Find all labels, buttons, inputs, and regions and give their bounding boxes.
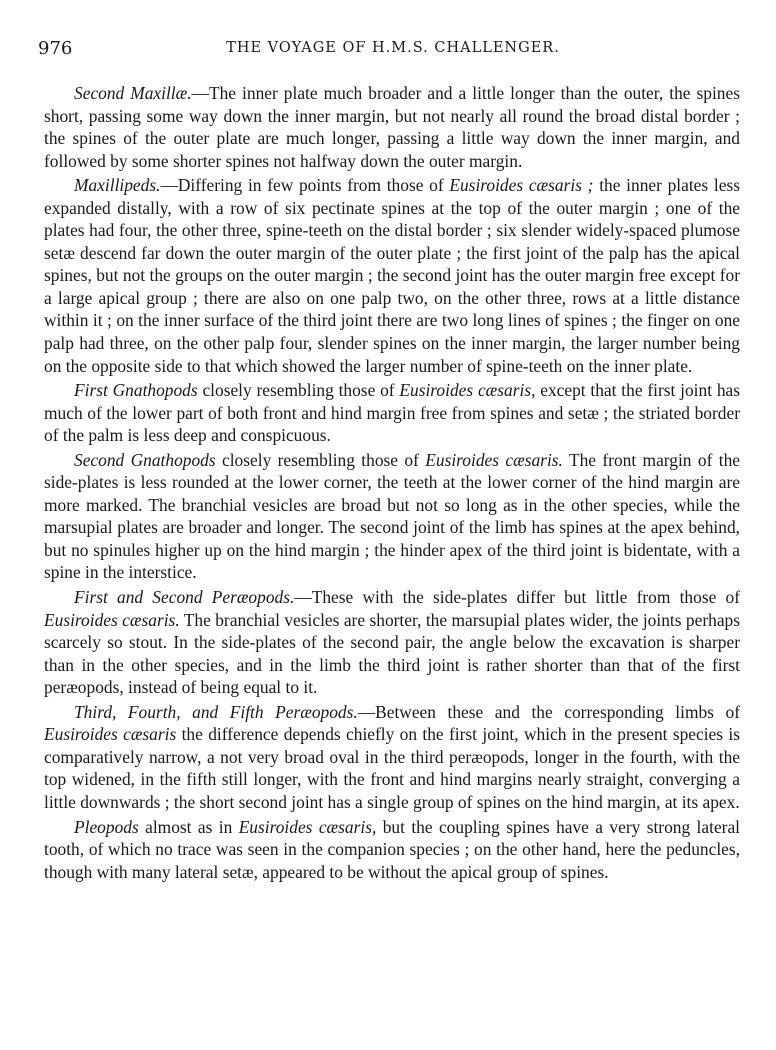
running-title: THE VOYAGE OF H.M.S. CHALLENGER. — [226, 40, 560, 56]
paragraph-text: The front margin of the side-plates is less rounded at the lower corner, the teeth at the lower corner of the hind margin are more marked. The branchial vesicles are broad but not so long as in the other species, while the marsupial plates are broader and longer. The second joint of the limb has spines at the apex behind, but no spinules higher up on the hind margin ; the hinder apex of the third joint is bidentate, with a spine in the interstice. — [44, 449, 740, 583]
paragraph-text: the difference depends chiefly on the first joint, which in the present species is comparatively narrow, a not very broad oval in the third peræopods, longer in the fourth, with the top widened, in the fifth still longer, with the front and hind margins nearly straight, converging a little downwards ; the short second joint has a single group of spines on the hind margin, at its apex. — [44, 724, 740, 812]
species-name: Eusiroides cæsaris. — [425, 449, 563, 470]
species-name: Eusiroides cæsaris, — [238, 816, 377, 837]
paragraph-heading: Third, Fourth, and Fifth Peræopods. — [74, 701, 358, 722]
paragraph-text: except that the first joint has much of the lower part of both front and hind margin free from spines and setæ ; the striated border of the palm is less deep and conspicuous. — [44, 380, 741, 446]
paragraph-heading: First Gnathopods — [74, 380, 198, 401]
paragraph-heading: Pleopods — [74, 816, 139, 837]
species-name: Eusiroides cæsaris ; — [449, 175, 594, 196]
paragraph-text: almost as in — [138, 816, 239, 837]
paragraph-text: —The inner plate much broader and a little longer than the outer, the spines short, passing some way down the inner margin, but not nearly all round the broad distal border ; the spines of the outer plate are much longer, passing a little way down the inner margin, and followed by some shorter spines not halfway down the outer margin. — [44, 83, 740, 171]
species-name: Eusiroides cæsaris. — [44, 609, 180, 630]
paragraph-text: —Between these and the corresponding limbs of — [357, 701, 740, 722]
paragraph-heading: First and Second Peræopods. — [74, 587, 295, 608]
paragraph — [44, 816, 740, 884]
species-name: Eusiroides cæsaris, — [399, 380, 536, 401]
paragraph-heading: Maxillipeds. — [74, 175, 161, 196]
paragraph-text: the inner plates less expanded distally, with a row of six pectinate spines at the top of the outer margin ; one of the plates had four, the other three, spine-teeth on the distal border ; six slender widely-spaced plumose setæ descend far down the outer margin of the outer plate ; the first joint of the palp has the apical spines, but not the groups on the outer margin ; the second joint has the outer margin free except for a large apical group ; there are also on one palp two, on the other three, rows at a little distance within it ; on the inner surface of the third joint there are two long lines of spines ; the finger on one palp had three, on the other palp four, slender spines on the inner margin, the larger number being on the opposite side to that which showed the larger number of spine-teeth on the inner plate. — [44, 175, 740, 376]
page-number: 976 — [38, 38, 73, 59]
paragraph — [44, 82, 740, 172]
paragraph — [44, 379, 740, 447]
body-text — [44, 82, 740, 883]
paragraph-text: The branchial vesicles are shorter, the marsupial plates wider, the joints perhaps scarcely so stout. In the side-plates of the second pair, the angle below the excavation is sharper than in the other species, and in the limb the third joint is rather shorter than that of the first peræopods, instead of being equal to it. — [44, 609, 740, 698]
paragraph — [44, 586, 740, 699]
paragraph-text: but the coupling spines have a very strong lateral tooth, of which no trace was seen in the companion species ; on the other hand, here the peduncles, though with many lateral setæ, appeared to be without the apical group of spines. — [44, 816, 740, 882]
page-header — [30, 38, 756, 68]
paragraph — [44, 701, 740, 814]
paragraph — [44, 449, 740, 584]
paragraph-text: —Differing in few points from those of — [160, 175, 450, 196]
paragraph — [44, 174, 740, 377]
paragraph-heading: Second Gnathopods — [74, 449, 216, 470]
paragraph-heading: Second Maxillæ. — [74, 83, 192, 103]
paragraph-text: —These with the side-plates differ but little from those of — [294, 587, 740, 608]
paragraph-text: closely resembling those of — [215, 449, 426, 470]
paragraph-text: closely resembling those of — [197, 380, 400, 401]
species-name: Eusiroides cæsaris — [44, 724, 177, 745]
